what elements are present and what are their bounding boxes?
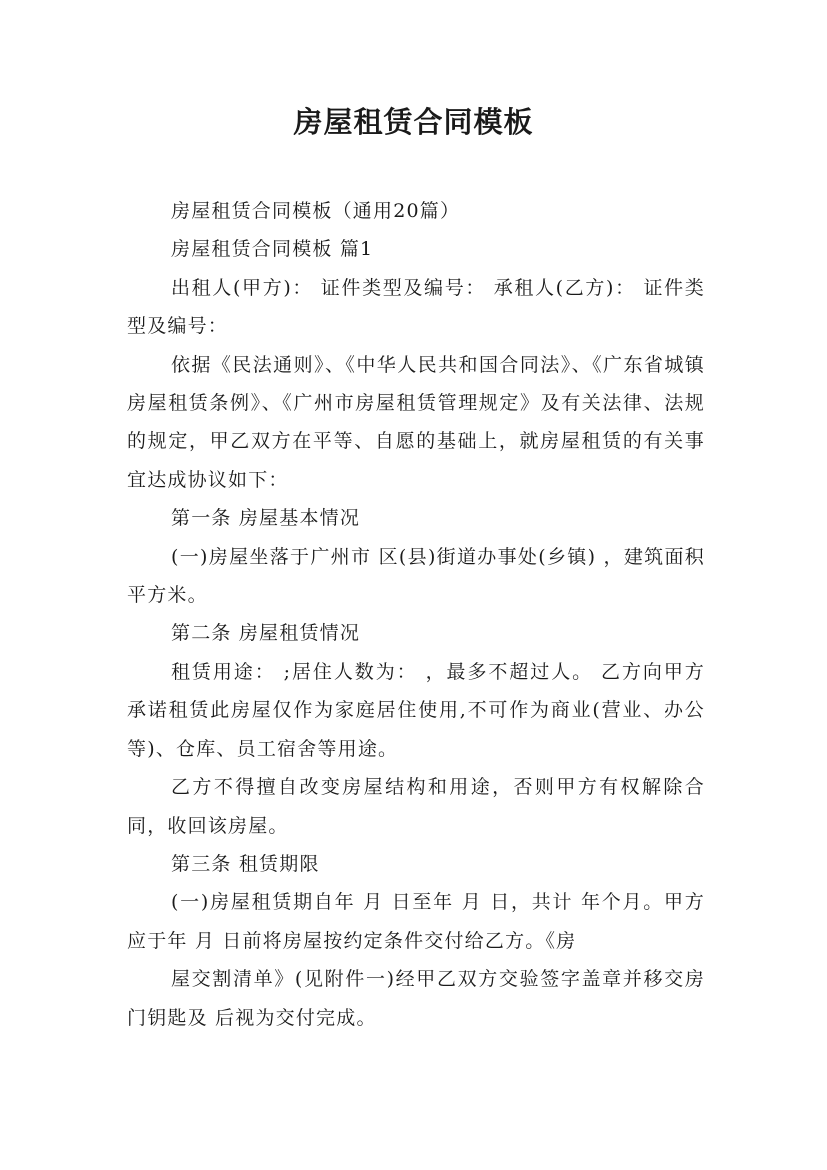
article-3-heading: 第三条 租赁期限 bbox=[171, 852, 320, 875]
article-3-clause-1: (一)房屋租赁期自年 月 日至年 月 日，共计 年个月。甲方应于年 月 日前将房屋按约定条件交付给乙方。《房 bbox=[127, 891, 705, 952]
document-title: 房屋租赁合同模板 bbox=[293, 105, 534, 139]
article-2-restriction: 乙方不得擅自改变房屋结构和用途，否则甲方有权解除合同，收回该房屋。 bbox=[127, 776, 705, 837]
paragraph-parties: 出租人(甲方)： 证件类型及编号： 承租人(乙方)： 证件类型及编号： bbox=[127, 276, 705, 338]
document-body bbox=[127, 192, 705, 1037]
article-3-clause-1-cont: 屋交割清单》(见附件一)经甲乙双方交验签字盖章并移交房门钥匙及 后视为交付完成。 bbox=[127, 968, 705, 1029]
article-1-heading: 第一条 房屋基本情况 bbox=[171, 507, 361, 530]
paragraph-legal-basis: 依据《民法通则》、《中华人民共和国合同法》、《广东省城镇房屋租赁条例》、《广州市房屋租赁管理规定》及有关法律、法规的规定，甲乙双方在平等、自愿的基础上，就房屋租赁的有关事宜达成协议如下： bbox=[127, 353, 705, 491]
article-2-usage: 租赁用途： ;居住人数为： ，最多不超过人。 乙方向甲方承诺租赁此房屋仅作为家庭居住使用,不可作为商业(营业、办公等)、仓库、员工宿舍等用途。 bbox=[127, 660, 705, 760]
paragraph-section-heading: 房屋租赁合同模板 篇1 bbox=[171, 238, 374, 261]
paragraph-subtitle: 房屋租赁合同模板（通用20篇） bbox=[171, 200, 461, 222]
article-2-heading: 第二条 房屋租赁情况 bbox=[171, 622, 361, 645]
article-1-clause-1: (一)房屋坐落于广州市 区(县)街道办事处(乡镇) ，建筑面积 平方米。 bbox=[127, 545, 705, 607]
